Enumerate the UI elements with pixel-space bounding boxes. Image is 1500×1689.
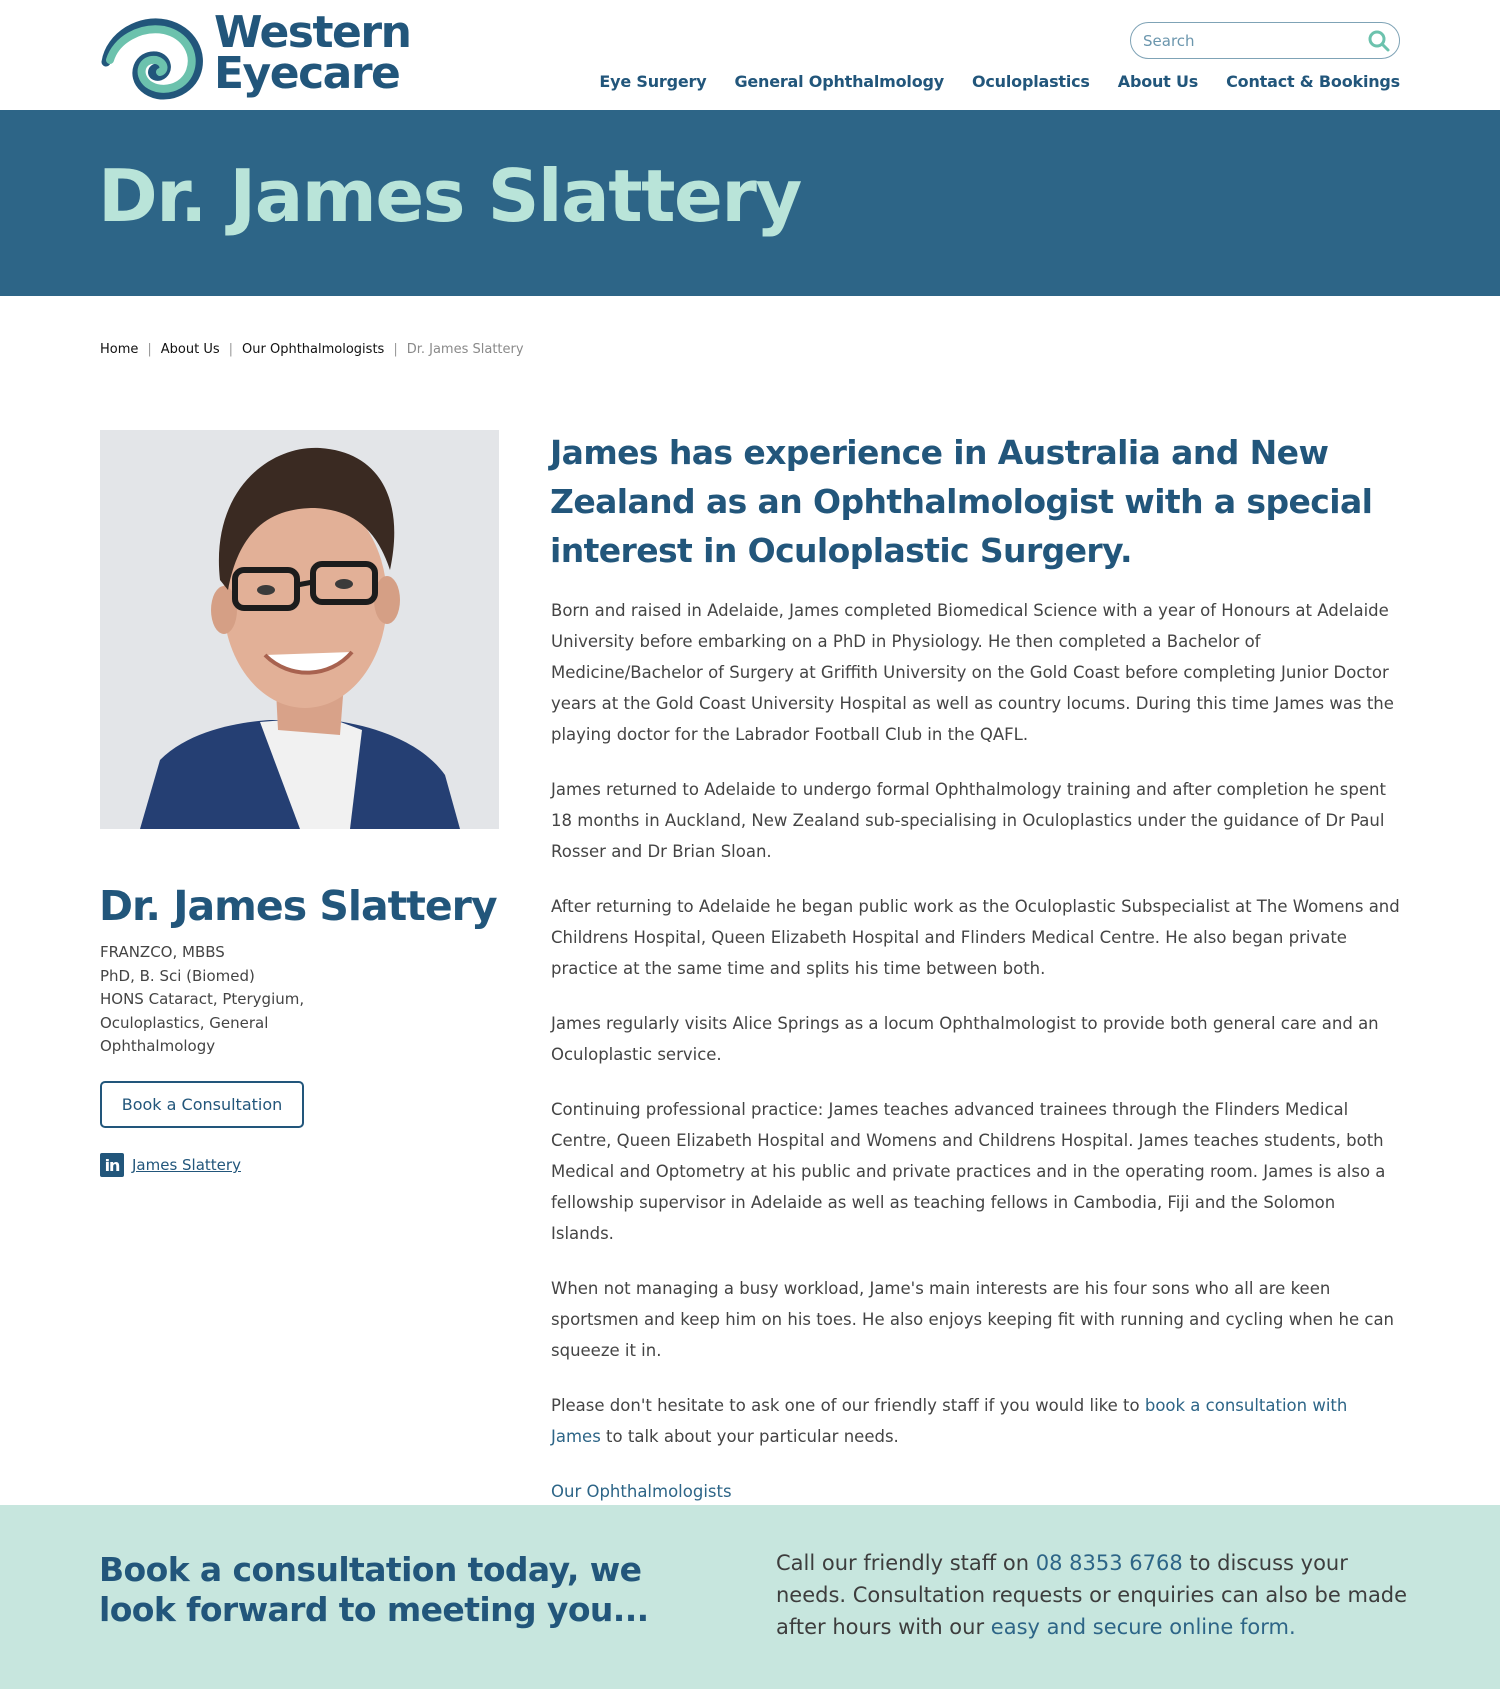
nav-about-us[interactable]: About Us — [1117, 72, 1199, 91]
closing-text: to talk about your particular needs. — [600, 1427, 899, 1446]
breadcrumb-separator: | — [147, 342, 152, 357]
brand-name — [214, 7, 411, 99]
credential-line: FRANZCO, MBBS — [100, 943, 225, 961]
breadcrumb-home[interactable]: Home — [100, 342, 139, 357]
credential-line: HONS Cataract, Pterygium, — [100, 990, 305, 1008]
intro-heading: James has experience in Australia and New Zealand as an Ophthalmologist with a special interest in Oculoplastic Surgery. — [550, 433, 1373, 570]
bio-paragraph: When not managing a busy workload, Jame's main interests are his four sons who all are keen sportsmen and keep him on his toes. He also enjoys keeping fit with running and cycling when he can squeeze it in. — [551, 1279, 1395, 1360]
nav-contact-bookings[interactable]: Contact & Bookings — [1226, 72, 1400, 91]
cta-text-part: Call our friendly staff on — [776, 1551, 1036, 1575]
breadcrumb-separator: | — [228, 342, 234, 357]
linkedin-link[interactable]: James Slattery — [132, 1156, 241, 1174]
site-header — [0, 0, 1500, 110]
cta-heading: Book a consultation today, we look forward to meeting you... — [99, 1550, 649, 1629]
nav-oculoplastics[interactable]: Oculoplastics — [972, 72, 1090, 91]
brand-line-2: Eyecare — [214, 48, 400, 99]
nav-eye-surgery[interactable]: Eye Surgery — [599, 72, 707, 91]
hero-banner — [0, 110, 1500, 296]
closing-text: Please don't hesitate to ask one of our friendly staff if you would like to — [551, 1396, 1145, 1415]
bio-paragraph: James regularly visits Alice Springs as a locum Ophthalmologist to provide both general care and an Oculoplastic service. — [551, 1014, 1379, 1064]
credential-line: PhD, B. Sci (Biomed) — [100, 966, 255, 985]
main-nav — [571, 72, 1400, 91]
credential-line: Oculoplastics, General — [100, 1013, 269, 1032]
book-with-james-link[interactable]: book a consultation with James — [551, 1396, 1348, 1446]
breadcrumb-our-ophthalmologists[interactable]: Our Ophthalmologists — [242, 342, 385, 357]
site-logo[interactable] — [100, 7, 411, 102]
bio-paragraph: Born and raised in Adelaide, James completed Biomedical Science with a year of Honours at Adelaide University before embarking on a PhD in Physiology. He then completed a Bachelor of Medicine/Bachelor of Surgery at Griffith University on the Gold Coast before completing Junior Doctor years at the Gold Coast University Hospital as well as country locums. During this time James was the playing doctor for the Labrador Football Club in the QAFL. — [551, 601, 1394, 744]
online-form-link[interactable]: easy and secure online form. — [990, 1615, 1296, 1639]
phone-link[interactable]: 08 8353 6768 — [1035, 1551, 1183, 1575]
breadcrumb-about-us[interactable]: About Us — [160, 342, 220, 357]
book-consultation-button[interactable]: Book a Consultation — [100, 1081, 304, 1128]
bio-paragraph: James returned to Adelaide to undergo formal Ophthalmology training and after completion he spent 18 months in Auckland, New Zealand sub-specialising in Oculoplastics under the guidance of Dr Paul Rosser and Dr Brian Sloan. — [551, 780, 1386, 861]
breadcrumb-current: Dr. James Slattery — [406, 342, 524, 357]
breadcrumb — [100, 342, 524, 357]
doctor-name: Dr. James Slattery — [99, 882, 497, 930]
nav-general-ophthalmology[interactable]: General Ophthalmology — [734, 72, 944, 91]
brand-line-1: Western — [214, 7, 411, 58]
cta-text-part: to discuss your needs. Consultation requests or enquiries can also be made after hours with our — [776, 1551, 1408, 1639]
breadcrumb-separator: | — [393, 342, 398, 357]
cta-text — [776, 1547, 1416, 1643]
search-box — [1130, 22, 1400, 59]
our-ophthalmologists-link[interactable]: Our Ophthalmologists — [551, 1482, 732, 1501]
bio-paragraph: After returning to Adelaide he began public work as the Oculoplastic Subspecialist at The Womens and Childrens Hospital, Queen Elizabeth Hospital and Flinders Medical Centre. He also began private practice at the same time and splits his time between both. — [551, 897, 1400, 978]
doctor-portrait — [100, 430, 499, 829]
eye-logo-icon — [100, 14, 204, 100]
closing-paragraph — [551, 1390, 1401, 1452]
doctor-credentials — [100, 941, 320, 1059]
linkedin-icon[interactable]: in — [100, 1153, 124, 1177]
booking-cta — [0, 1505, 1500, 1689]
back-link-paragraph — [551, 1476, 1401, 1507]
linkedin-profile — [100, 1153, 241, 1177]
bio-content — [551, 595, 1401, 1531]
bio-paragraph: Continuing professional practice: James teaches advanced trainees through the Flinders Medical Centre, Queen Elizabeth Hospital and Womens and Childrens Hospital. James teaches students, both Medical and Optometry at his public and private practices and in the operating room. James is also a fellowship supervisor in Adelaide as well as teaching fellows in Cambodia, Fiji and the Solomon Islands. — [551, 1100, 1386, 1243]
page-title: Dr. James Slattery — [98, 154, 801, 238]
search-icon[interactable] — [1367, 29, 1391, 53]
credential-line: Ophthalmology — [100, 1037, 216, 1055]
search-input[interactable] — [1143, 29, 1363, 53]
portrait-image — [100, 430, 499, 829]
